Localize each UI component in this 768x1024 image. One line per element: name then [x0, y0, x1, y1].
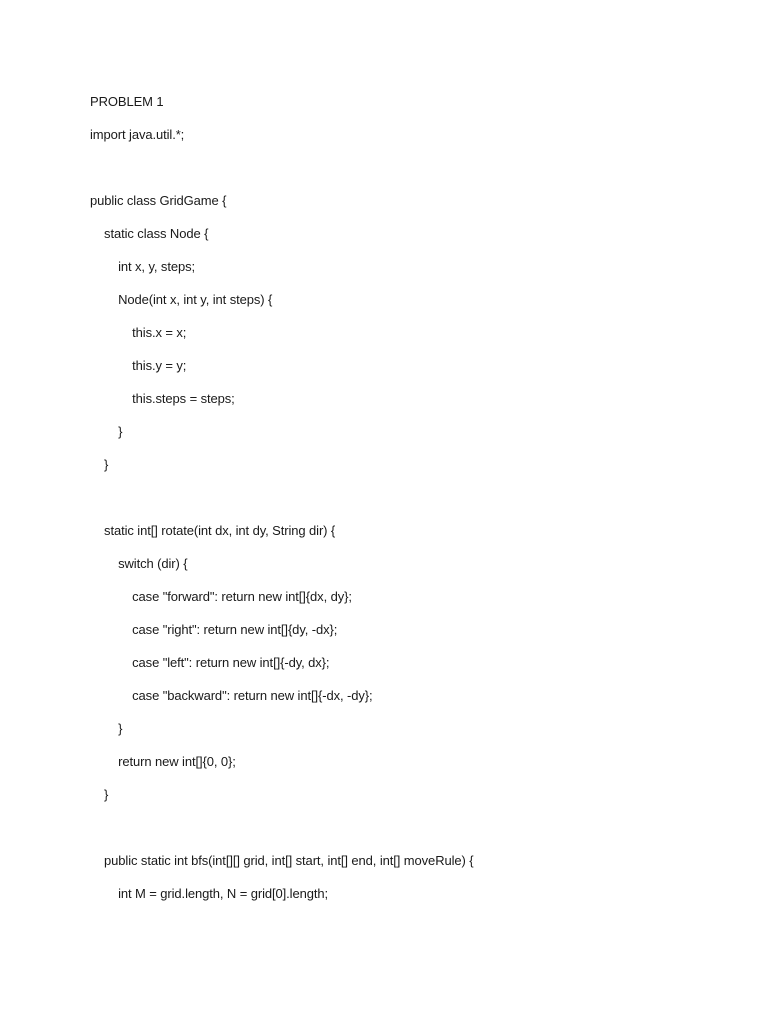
code-line: case "forward": return new int[]{dx, dy}; — [90, 589, 352, 604]
code-line: } — [90, 721, 123, 736]
code-line: this.y = y; — [90, 358, 187, 373]
code-line: switch (dir) { — [90, 556, 188, 571]
heading-problem: PROBLEM 1 — [90, 94, 164, 109]
code-line: int M = grid.length, N = grid[0].length; — [90, 886, 328, 901]
code-line: static int[] rotate(int dx, int dy, String dir) { — [90, 523, 336, 538]
code-line: return new int[]{0, 0}; — [90, 754, 236, 769]
code-line: static class Node { — [90, 226, 209, 241]
code-line: this.x = x; — [90, 325, 187, 340]
code-line: public class GridGame { — [90, 193, 227, 208]
code-line: case "backward": return new int[]{-dx, -dy}; — [90, 688, 373, 703]
code-line: this.steps = steps; — [90, 391, 235, 406]
code-line: import java.util.*; — [90, 127, 185, 142]
blank-line — [90, 488, 730, 521]
code-line: public static int bfs(int[][] grid, int[] start, int[] end, int[] moveRule) { — [90, 853, 474, 868]
code-line: int x, y, steps; — [90, 259, 196, 274]
code-line: Node(int x, int y, int steps) { — [90, 292, 273, 307]
blank-line — [90, 818, 730, 851]
blank-line — [90, 158, 730, 191]
code-line: } — [90, 424, 123, 439]
document-body — [90, 92, 730, 917]
code-line: } — [90, 787, 109, 802]
code-line: case "right": return new int[]{dy, -dx}; — [90, 622, 338, 637]
code-line: case "left": return new int[]{-dy, dx}; — [90, 655, 330, 670]
code-line: } — [90, 457, 109, 472]
